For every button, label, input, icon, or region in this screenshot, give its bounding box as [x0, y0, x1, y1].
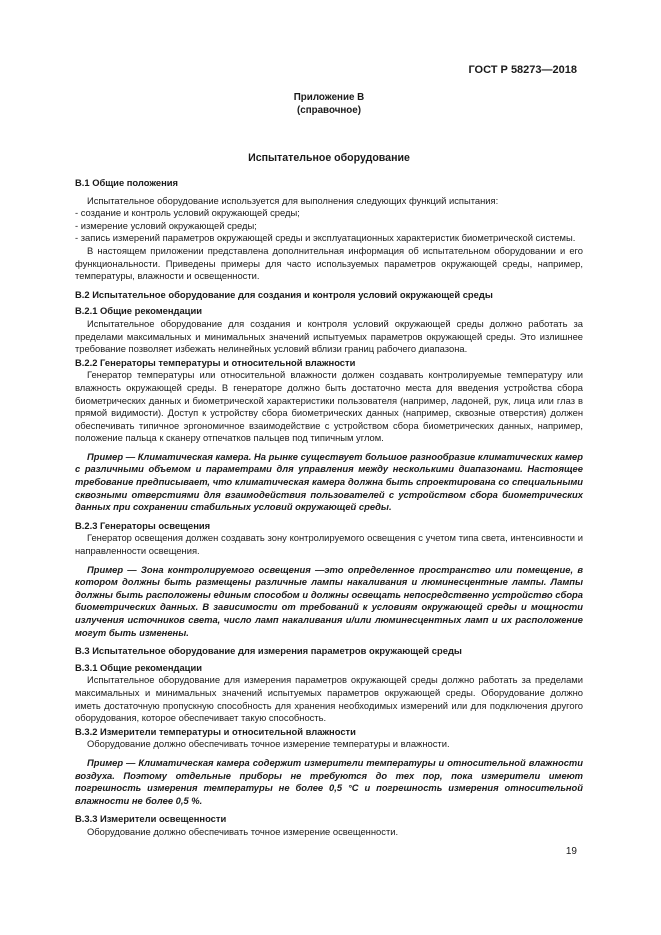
- section-b1-paragraph: В настоящем приложении представлена дополнительная информация об испытательном оборудовании и его функциональности. Приведены примеры для часто используемых параметров окружающей среды, например, температуры, влажности и освещенности.: [75, 244, 583, 282]
- annex-subtitle: (справочное): [297, 105, 361, 116]
- section-b22-text: Генератор температуры или относительной влажности должен создавать контролируемые температуру или влажность окружающей среды. В генераторе должно быть достаточно места для введения устройства сбора биометрических данных и биометрической характеристики пользователя (например, ладоней, рук, лица или глаз в прямой видимости). Доступ к устройству сбора биометрических данных (например, сквозные отверстия) должен обеспечивать типичное эргономичное взаимодействие с устройством сбора биометрических данных, например, положение пальца к сканеру отпечатков пальцев под типичным углом.: [75, 369, 583, 444]
- section-b32-example: Пример — Климатическая камера содержит измерители температуры и относительной влажности воздуха. Поэтому отдельные приборы не требуются до тех пор, пока измерители имеют погрешность измерения температуры не более 0,5 °С и погрешность измерения относительной влажности не более 0,5 %.: [75, 756, 583, 806]
- section-b2-heading: В.2 Испытательное оборудование для создания и контроля условий окружающей среды: [75, 288, 493, 300]
- page-number: 19: [565, 846, 577, 857]
- section-b23-heading: В.2.3 Генераторы освещения: [75, 519, 211, 531]
- list-item: - создание и контроль условий окружающей среды;: [75, 207, 300, 219]
- page-content: [75, 91, 583, 839]
- page-title: Испытательное оборудование: [248, 152, 410, 164]
- list-item: - запись измерений параметров окружающей среды и эксплуатационных характеристик биометрической системы.: [75, 232, 576, 244]
- section-b33-text: Оборудование должно обеспечивать точное измерение освещенности.: [87, 825, 399, 837]
- section-b1-intro: Испытательное оборудование используется для выполнения следующих функций испытания:: [87, 194, 499, 206]
- section-b22-heading: В.2.2 Генераторы температуры и относительной влажности: [75, 356, 356, 368]
- section-b31-heading: В.3.1 Общие рекомендации: [75, 661, 202, 673]
- annex-title: Приложение В: [293, 92, 365, 103]
- section-b21-text: Испытательное оборудование для создания и контроля условий окружающей среды должно работать за пределами максимальных и минимальных значений испытуемых параметров окружающей среды. Это излишнее требование позволяет избежать нелинейных условий вблизи границ рабочего диапазона.: [75, 317, 583, 355]
- section-b33-heading: В.3.3 Измерители освещенности: [75, 813, 227, 825]
- section-b3-heading: В.3 Испытательное оборудование для измерения параметров окружающей среды: [75, 645, 462, 657]
- section-b21-heading: В.2.1 Общие рекомендации: [75, 305, 202, 317]
- section-b31-text: Испытательное оборудование для измерения параметров окружающей среды должно работать за пределами максимальных и минимальных значений испытуемых параметров окружающей среды. Оборудование должно иметь достаточную пропускную способность для хранения необходимых измерений или для подключения другого оборудования, которое обеспечивает такую способность.: [75, 674, 583, 724]
- section-b32-text: Оборудование должно обеспечивать точное измерение температуры и влажности.: [87, 738, 450, 750]
- section-b32-heading: В.3.2 Измерители температуры и относительной влажности: [75, 725, 356, 737]
- section-b1-heading: В.1 Общие положения: [75, 177, 178, 188]
- section-b23-example: Пример — Зона контролируемого освещения —это определенное пространство или помещение, в котором должны быть размещены различные лампы накаливания и люминесцентные лампы. Лампы должны быть расположены единым способом и должны освещать непосредственно устройство сбора биометрических данных. В зависимости от требований к условиям окружающей среды и мощности излучения источников света, число ламп накаливания и/или люминесцентных ламп и их расположение могут быть изменены.: [75, 563, 583, 638]
- list-item: - измерение условий окружающей среды;: [75, 219, 257, 231]
- section-b22-example: Пример — Климатическая камера. На рынке существует большое разнообразие климатических камер с различными объемом и параметрами для управления между несколькими диапазонами. Настоящее требование предписывает, что климатическая камера должна быть спроектирована со специальными сквозными отверстиями для взаимодействия пользователей с устройством сбора биометрических данных при сохранении стабильных условий окружающей среды.: [75, 450, 583, 513]
- section-b23-text: Генератор освещения должен создавать зону контролируемого освещения с учетом типа света, интенсивности и направленности освещения.: [75, 532, 583, 557]
- document-number: ГОСТ Р 58273—2018: [468, 64, 577, 76]
